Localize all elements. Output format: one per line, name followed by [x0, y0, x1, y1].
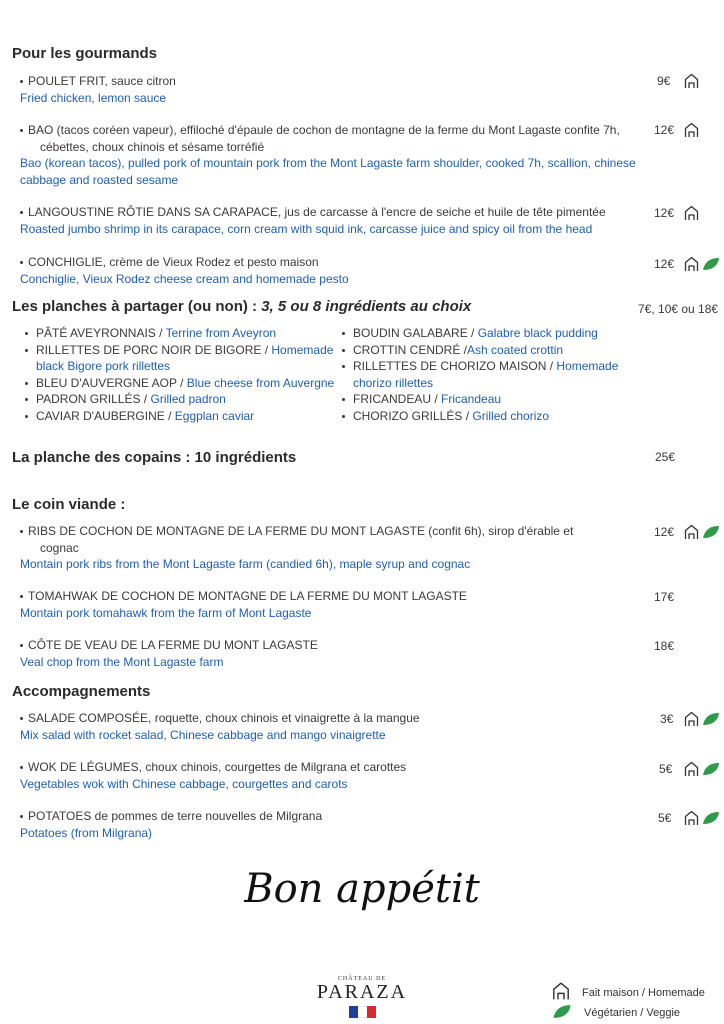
list-item: PADRON GRILLÉS / Grilled padron: [20, 391, 335, 408]
item-fr: CÔTE DE VEAU DE LA FERME DU MONT LAGASTE: [20, 637, 640, 654]
item-en: Veal chop from the Mont Lagaste farm: [20, 654, 224, 669]
item-fr: CONCHIGLIE, crème de Vieux Rodez et pesto maison: [20, 254, 640, 271]
list-item: CHORIZO GRILLÉS / Grilled chorizo: [337, 408, 622, 425]
section-title-gourmands: Pour les gourmands: [12, 45, 158, 62]
french-flag-icon: [312, 1006, 412, 1018]
item-icons: [684, 761, 720, 782]
item-fr: WOK DE LÉGUMES, choux chinois, courgettes de Milgrana et carottes: [20, 759, 640, 776]
house-icon: [684, 711, 699, 732]
section-title-copains: La planche des copains : 10 ingrédients: [12, 449, 297, 466]
item-price: 12€: [654, 257, 675, 271]
item-fr: RIBS DE COCHON DE MONTAGNE DE LA FERME DU MONT LAGASTE (confit 6h), sirop d'érable et: [20, 523, 640, 540]
item-icons: [684, 256, 720, 277]
item-en: Fried chicken, lemon sauce: [20, 90, 167, 105]
item-en: Montain pork tomahawk from the farm of Mont Lagaste: [20, 605, 312, 620]
item-price: 17€: [654, 590, 675, 604]
house-icon: [552, 981, 570, 1004]
menu-item-tomahawk: [20, 588, 640, 621]
item-en: Mix salad with rocket salad, Chinese cabbage and mango vinaigrette: [20, 727, 386, 742]
house-icon: [684, 524, 699, 545]
leaf-icon: [702, 257, 720, 276]
list-item: RILLETTES DE PORC NOIR DE BIGORE / Homemade black Bigore pork rillettes: [20, 342, 335, 375]
menu-item-ribs: [20, 523, 640, 573]
house-icon: [684, 205, 699, 226]
legend-veggie-label: Végétarien / Veggie: [584, 1007, 681, 1019]
item-price: 3€: [660, 712, 674, 726]
item-en: Montain pork ribs from the Mont Lagaste farm (candied 6h), maple syrup and cognac: [20, 557, 471, 571]
copains-price: 25€: [655, 450, 676, 464]
item-price: 5€: [659, 762, 673, 776]
house-icon: [684, 810, 699, 831]
item-price: 12€: [654, 123, 675, 137]
leaf-icon: [702, 762, 720, 781]
item-fr-continued: cébettes, choux chinois et sésame torréfié: [40, 139, 265, 154]
house-icon: [684, 73, 699, 94]
item-en: Roasted jumbo shrimp in its carapace, corn cream with squid ink, carcasse juice and spicy oil from the head: [20, 221, 593, 236]
item-price: 18€: [654, 639, 675, 653]
item-en: Bao (korean tacos), pulled pork of mountain pork from the Mont Lagaste farm shoulder, cooked 7h, scallion, chinese: [20, 156, 636, 170]
list-item: CROTTIN CENDRÉ /Ash coated crottin: [337, 342, 622, 359]
leaf-icon: [552, 1004, 572, 1022]
item-icons: [684, 810, 720, 831]
list-item: PÂTÉ AVEYRONNAIS / Terrine from Aveyron: [20, 325, 335, 342]
item-en: Potatoes (from Milgrana): [20, 825, 153, 840]
item-price: 12€: [654, 206, 675, 220]
item-icons: [684, 122, 699, 143]
item-en-continued: cabbage and roasted sesame: [20, 172, 179, 187]
section-title-planches: [12, 298, 471, 315]
menu-item-poulet: [20, 73, 640, 106]
item-en: Conchiglie, Vieux Rodez cheese cream and homemade pesto: [20, 271, 349, 286]
item-fr: LANGOUSTINE RÔTIE DANS SA CARAPACE, jus de carcasse à l'encre de seiche et huile de tête pimentée: [20, 204, 640, 221]
house-icon: [684, 761, 699, 782]
menu-item-potatoes: [20, 808, 640, 841]
item-icons: [684, 205, 699, 226]
item-icons: [684, 524, 720, 545]
chateau-paraza-logo: [312, 976, 412, 1018]
leaf-icon: [702, 712, 720, 731]
logo-small-text: CHÂTEAU DE: [337, 976, 387, 982]
leaf-icon: [702, 811, 720, 830]
menu-item-salade: [20, 710, 640, 743]
leaf-icon: [702, 525, 720, 544]
list-item: CAVIAR D'AUBERGINE / Eggplan caviar: [20, 408, 335, 425]
bon-appetit-heading: Bon appétit: [244, 866, 480, 912]
legend-homemade: [552, 981, 705, 1004]
list-item: BOUDIN GALABARE / Galabre black pudding: [337, 325, 622, 342]
list-item: RILLETTES DE CHORIZO MAISON / Homemade chorizo rillettes: [337, 358, 622, 391]
planches-left-list: [20, 325, 335, 424]
item-fr: TOMAHWAK DE COCHON DE MONTAGNE DE LA FERME DU MONT LAGASTE: [20, 588, 640, 605]
menu-item-langoustine: [20, 204, 640, 237]
house-icon: [684, 122, 699, 143]
list-item: FRICANDEAU / Fricandeau: [337, 391, 622, 408]
planches-right-list: [337, 325, 622, 424]
menu-item-cote-veau: [20, 637, 640, 670]
planches-price: 7€, 10€ ou 18€: [638, 302, 719, 316]
planches-subtitle: 3, 5 ou 8 ingrédients au choix: [261, 298, 472, 315]
house-icon: [684, 256, 699, 277]
item-icons: [684, 711, 720, 732]
menu-item-wok: [20, 759, 640, 792]
item-price: 9€: [657, 74, 671, 88]
item-price: 5€: [658, 811, 672, 825]
legend-veggie: [552, 1004, 680, 1022]
logo-big-text: PARAZA: [316, 981, 408, 1003]
menu-item-conchiglie: [20, 254, 640, 287]
menu-item-bao: [20, 122, 640, 188]
item-fr: POTATOES de pommes de terre nouvelles de Milgrana: [20, 808, 640, 825]
item-fr: BAO (tacos coréen vapeur), effiloché d'épaule de cochon de montagne de la ferme du Mont Lagaste confite 7h,: [20, 122, 640, 139]
item-fr: POULET FRIT, sauce citron: [20, 73, 640, 90]
section-title-accompagnements: Accompagnements: [12, 683, 151, 700]
item-fr-continued: cognac: [40, 540, 79, 555]
section-title-viande: Le coin viande :: [12, 496, 126, 513]
legend-homemade-label: Fait maison / Homemade: [582, 986, 705, 999]
item-icons: [684, 73, 699, 94]
planches-title: Les planches à partager (ou non) :: [12, 298, 262, 315]
list-item: BLEU D'AUVERGNE AOP / Blue cheese from Auvergne: [20, 375, 335, 392]
item-price: 12€: [654, 525, 675, 539]
item-fr: SALADE COMPOSÉE, roquette, choux chinois et vinaigrette à la mangue: [20, 710, 640, 727]
item-en: Vegetables wok with Chinese cabbage, courgettes and carots: [20, 776, 348, 791]
